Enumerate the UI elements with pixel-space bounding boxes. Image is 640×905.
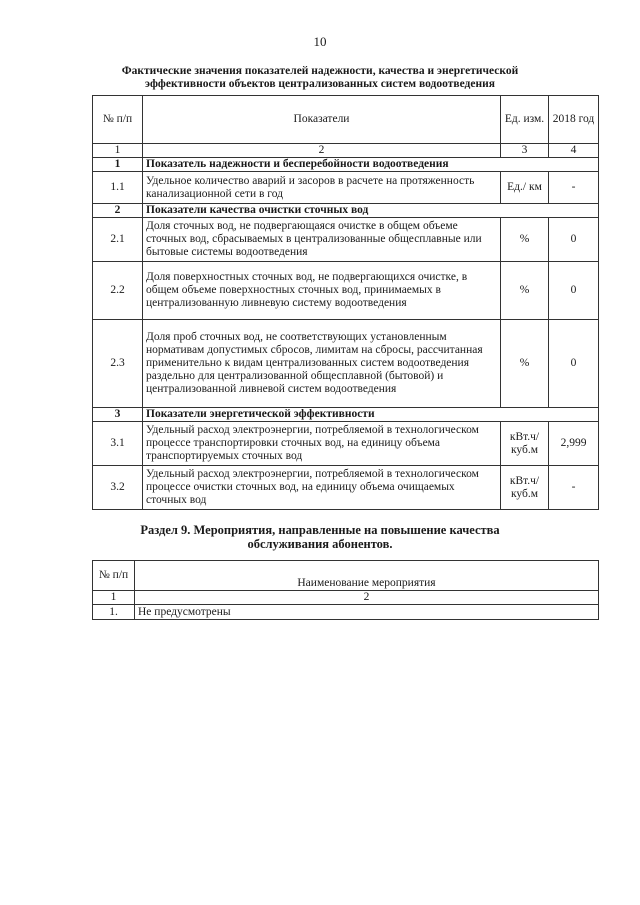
row-indicator: Доля сточных вод, не подвергающаяся очистке в общем объеме сточных вод, сбрасываемых в централизованные общесплавные или бытовые системы водоотведения — [143, 218, 501, 262]
header-unit: Ед. изм. — [501, 96, 549, 144]
table-header-row — [93, 561, 599, 591]
table-row — [93, 605, 599, 620]
table-row — [93, 466, 599, 510]
section-title: Показатель надежности и бесперебойности водоотведения — [143, 158, 599, 172]
header-name: Наименование мероприятия — [135, 561, 599, 591]
row-unit: кВт.ч/ куб.м — [501, 422, 549, 466]
header-year: 2018 год — [549, 96, 599, 144]
row-num: 1.1 — [93, 172, 143, 204]
col-number: 3 — [501, 144, 549, 158]
page-number: 10 — [313, 34, 327, 49]
section-row — [93, 204, 599, 218]
table-row — [93, 320, 599, 408]
row-value: 0 — [549, 320, 599, 408]
col-number: 4 — [549, 144, 599, 158]
row-value: 0 — [549, 262, 599, 320]
row-value: - — [549, 172, 599, 204]
row-value: 2,999 — [549, 422, 599, 466]
row-unit: % — [501, 320, 549, 408]
row-indicator: Доля поверхностных сточных вод, не подвергающихся очистке, в общем объеме поверхностных сточных вод, принимаемых в централизованную ливневую систему водоотведения — [143, 262, 501, 320]
row-indicator: Удельное количество аварий и засоров в расчете на протяженность канализационной сети в год — [143, 172, 501, 204]
column-numbers-row — [93, 144, 599, 158]
col-number: 2 — [135, 591, 599, 605]
row-unit: % — [501, 262, 549, 320]
section-row — [93, 158, 599, 172]
indicators-table-title: Фактические значения показателей надежности, качества и энергетической эффективности объектов централизованных систем водоотведения — [121, 65, 519, 90]
row-num: 2 — [93, 204, 143, 218]
row-indicator: Удельный расход электроэнергии, потребляемой в технологическом процессе транспортировки сточных вод, на единицу объема транспортируемых сточных вод — [143, 422, 501, 466]
row-unit: Ед./ км — [501, 172, 549, 204]
row-indicator: Доля проб сточных вод, не соответствующих установленным нормативам допустимых сбросов, лимитам на сбросы, рассчитанная применительно к видам централизованных систем водоотведения раздельно для централизованной общесплавной (бытовой) и централизованной ливневой систем водоотведения — [143, 320, 501, 408]
table-header-row — [93, 96, 599, 144]
table-row — [93, 262, 599, 320]
section-row — [93, 408, 599, 422]
row-unit: % — [501, 218, 549, 262]
row-num: 3.1 — [93, 422, 143, 466]
row-num: 2.2 — [93, 262, 143, 320]
header-num: № п/п — [93, 96, 143, 144]
row-value: 0 — [549, 218, 599, 262]
row-value: - — [549, 466, 599, 510]
header-indicator: Показатели — [143, 96, 501, 144]
col-number: 2 — [143, 144, 501, 158]
row-num: 2.3 — [93, 320, 143, 408]
table-row — [93, 172, 599, 204]
section-title: Показатели энергетической эффективности — [143, 408, 599, 422]
indicators-table — [92, 95, 599, 510]
col-number: 1 — [93, 144, 143, 158]
row-unit: кВт.ч/ куб.м — [501, 466, 549, 510]
row-num: 2.1 — [93, 218, 143, 262]
col-number: 1 — [93, 591, 135, 605]
header-num: № п/п — [93, 561, 135, 591]
row-indicator: Удельный расход электроэнергии, потребляемой в технологическом процессе очистки сточных вод, на единицу объема очищаемых сточных вод — [143, 466, 501, 510]
row-num: 1. — [93, 605, 135, 620]
measures-table — [92, 560, 599, 620]
section9-title: Раздел 9. Мероприятия, направленные на повышение качества обслуживания абонентов. — [140, 523, 500, 551]
column-numbers-row — [93, 591, 599, 605]
table-row — [93, 422, 599, 466]
row-measure: Не предусмотрены — [135, 605, 599, 620]
table-row — [93, 218, 599, 262]
row-num: 1 — [93, 158, 143, 172]
row-num: 3.2 — [93, 466, 143, 510]
row-num: 3 — [93, 408, 143, 422]
section-title: Показатели качества очистки сточных вод — [143, 204, 599, 218]
